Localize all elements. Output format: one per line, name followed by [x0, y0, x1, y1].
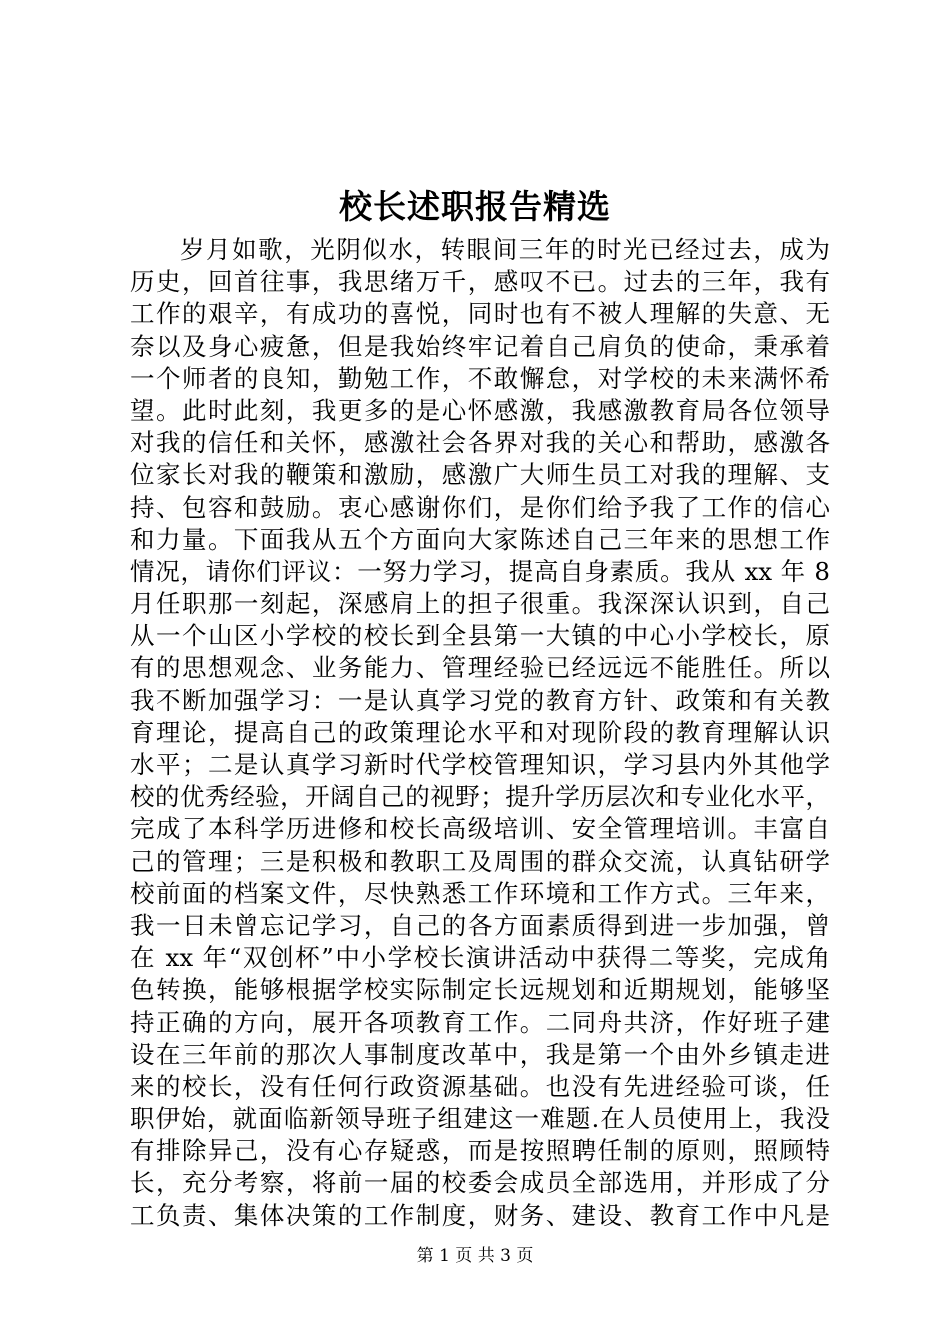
body-line: 我一日未曾忘记学习，自己的各方面素质得到进一步加强，曾: [130, 910, 830, 940]
body-line: 有排除异己，没有心存疑惑，而是按照聘任制的原则，照顾特: [130, 1136, 830, 1166]
page-footer: 第 1 页 共 3 页: [416, 1246, 534, 1266]
body-line: 设在三年前的那次人事制度改革中，我是第一个由外乡镇走进: [130, 1039, 830, 1069]
body-line: 一个师者的良知，勤勉工作，不敢懈怠，对学校的未来满怀希: [130, 363, 830, 393]
body-line: 历史，回首往事，我思绪万千，感叹不已。过去的三年，我有: [130, 267, 830, 297]
body-line: 校前面的档案文件，尽快熟悉工作环境和工作方式。三年来，: [130, 878, 830, 908]
body-line: 工作的艰辛，有成功的喜悦，同时也有不被人理解的失意、无: [130, 299, 830, 329]
body-line: 职伊始，就面临新领导班子组建这一难题.在人员使用上，我没: [130, 1104, 830, 1134]
body-line: 色转换，能够根据学校实际制定长远规划和近期规划，能够坚: [130, 975, 830, 1005]
body-line: 岁月如歌，光阴似水，转眼间三年的时光已经过去，成为: [180, 235, 830, 264]
body-line: 月任职那一刻起，深感肩上的担子很重。我深深认识到，自己: [130, 589, 830, 619]
body-line: 来的校长，没有任何行政资源基础。也没有先进经验可谈，任: [130, 1071, 830, 1101]
body-line: 我不断加强学习：一是认真学习党的教育方针、政策和有关教: [130, 685, 830, 715]
body-line: 长，充分考察，将前一届的校委会成员全部选用，并形成了分: [130, 1168, 830, 1198]
body-line: 和力量。下面我从五个方面向大家陈述自己三年来的思想工作: [130, 524, 830, 554]
body-line: 从一个山区小学校的校长到全县第一大镇的中心小学校长，原: [130, 621, 830, 651]
body-line: 育理论，提高自己的政策理论水平和对现阶段的教育理解认识: [130, 717, 830, 747]
body-line: 奈以及身心疲惫，但是我始终牢记着自己肩负的使命，秉承着: [130, 331, 830, 361]
body-line: 水平；二是认真学习新时代学校管理知识，学习县内外其他学: [130, 750, 830, 779]
body-line: 情况，请你们评议：一努力学习，提高自身素质。我从 xx 年 8: [130, 556, 830, 586]
body-line: 己的管理；三是积极和教职工及周围的群众交流，认真钻研学: [130, 846, 830, 876]
document-title: 校长述职报告精选: [339, 187, 611, 226]
document-body: [130, 234, 830, 1232]
body-line: 在 xx 年“双创杯”中小学校长演讲活动中获得二等奖，完成角: [130, 943, 830, 973]
body-line: 工负责、集体决策的工作制度，财务、建设、教育工作中凡是: [130, 1200, 830, 1230]
body-line: 有的思想观念、业务能力、管理经验已经远远不能胜任。所以: [130, 653, 830, 683]
body-line: 持、包容和鼓励。衷心感谢你们，是你们给予我了工作的信心: [130, 492, 830, 522]
body-line: 位家长对我的鞭策和激励，感激广大师生员工对我的理解、支: [130, 460, 830, 490]
body-line: 校的优秀经验，开阔自己的视野；提升学历层次和专业化水平，: [130, 782, 830, 812]
body-line: 对我的信任和关怀，感激社会各界对我的关心和帮助，感激各: [130, 428, 830, 458]
body-line: 完成了本科学历进修和校长高级培训、安全管理培训。丰富自: [130, 814, 830, 844]
body-line: 持正确的方向，展开各项教育工作。二同舟共济，作好班子建: [130, 1007, 830, 1037]
body-line: 望。此时此刻，我更多的是心怀感激，我感激教育局各位领导: [130, 395, 830, 425]
